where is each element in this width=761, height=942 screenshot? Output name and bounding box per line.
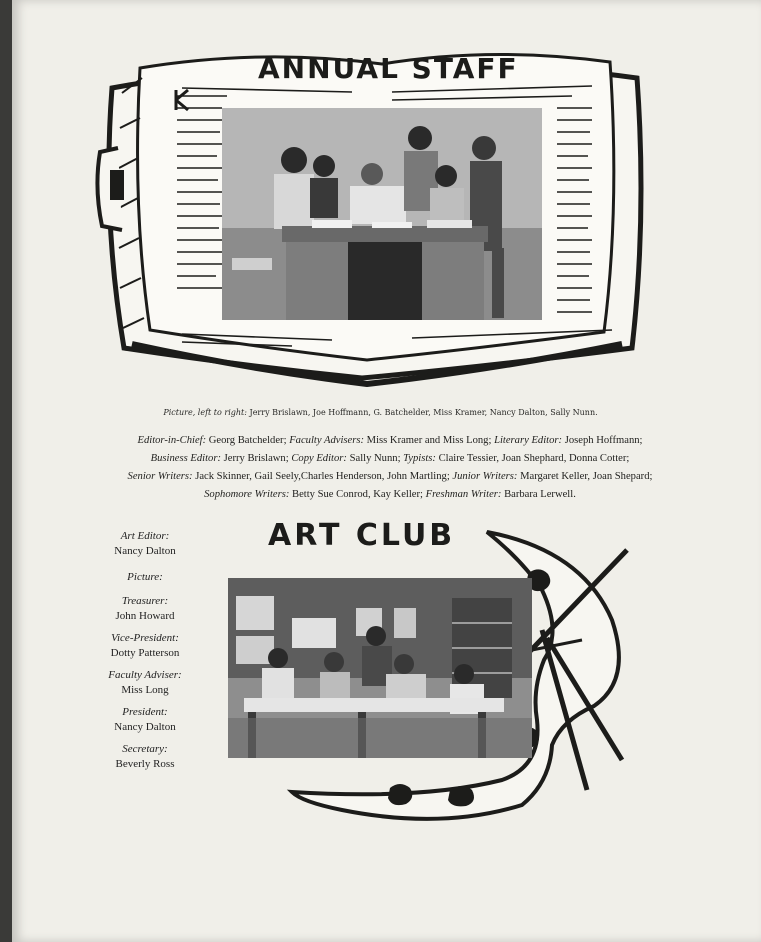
yearbook-page [12, 0, 761, 942]
credit-role: Senior Writers: [127, 471, 193, 482]
officer-name: Beverly Ross [115, 758, 175, 770]
credits-line [70, 468, 710, 486]
credit-role: Junior Writers: [452, 471, 518, 482]
credit-name: Miss Kramer and Miss Long; [364, 435, 495, 446]
credit-name: Jack Skinner, Gail Seely,Charles Henderson, John Martling; [192, 471, 453, 482]
credit-role: Literary Editor: [494, 435, 563, 446]
staff-photo-scene [222, 108, 542, 320]
caption-lead: Picture, left to right: [163, 408, 247, 417]
credits-line [70, 432, 710, 450]
officer-role: Art Editor: [120, 530, 170, 542]
officer-name: Nancy Dalton [114, 545, 176, 557]
credit-role: Business Editor: [150, 453, 221, 464]
art-club-officers [90, 530, 200, 770]
credit-role: Copy Editor: [291, 453, 347, 464]
credit-name: Jerry Brislawn; [221, 453, 292, 464]
credit-name: Claire Tessier, Joan Shephard, Donna Cotter; [435, 453, 630, 464]
credit-name: Betty Sue Conrod, Kay Keller; [289, 489, 426, 500]
officer-role: Vice-President: [111, 632, 179, 644]
art-club-title: ART CLUB [268, 518, 456, 553]
credits-line [70, 486, 710, 504]
staff-credits [70, 432, 710, 504]
officer-role: Secretary: [122, 743, 168, 755]
credit-name: Margaret Keller, Joan Shepard; [517, 471, 653, 482]
annual-staff-title: ANNUAL STAFF [258, 52, 519, 85]
officer-role: Treasurer: [121, 595, 169, 607]
credit-name: Barbara Lerwell. [501, 489, 576, 500]
officer-name: Miss Long [121, 684, 169, 696]
annual-staff-caption [0, 408, 761, 417]
credits-line [70, 450, 710, 468]
credit-role: Sophomore Writers: [204, 489, 290, 500]
annual-staff-photo [222, 108, 542, 320]
art-photo-scene [228, 578, 532, 758]
officer-role: Picture: [127, 571, 163, 583]
credit-name: Sally Nunn; [346, 453, 404, 464]
art-club-photo [228, 578, 532, 758]
credit-role: Freshman Writer: [425, 489, 502, 500]
credit-role: Typists: [403, 453, 436, 464]
officer-role: President: [122, 706, 168, 718]
officer-name: Nancy Dalton [114, 721, 176, 733]
credit-role: Faculty Advisers: [289, 435, 365, 446]
officer-role: Faculty Adviser: [108, 669, 182, 681]
officer-name: John Howard [115, 610, 175, 622]
credit-name: Joseph Hoffmann; [562, 435, 643, 446]
credit-role: Editor-in-Chief: [137, 435, 207, 446]
caption-names: Jerry Brislawn, Joe Hoffmann, G. Batchelder, Miss Kramer, Nancy Dalton, Sally Nunn. [249, 408, 598, 417]
credit-name: Georg Batchelder; [206, 435, 290, 446]
officer-name: Dotty Patterson [110, 647, 180, 659]
